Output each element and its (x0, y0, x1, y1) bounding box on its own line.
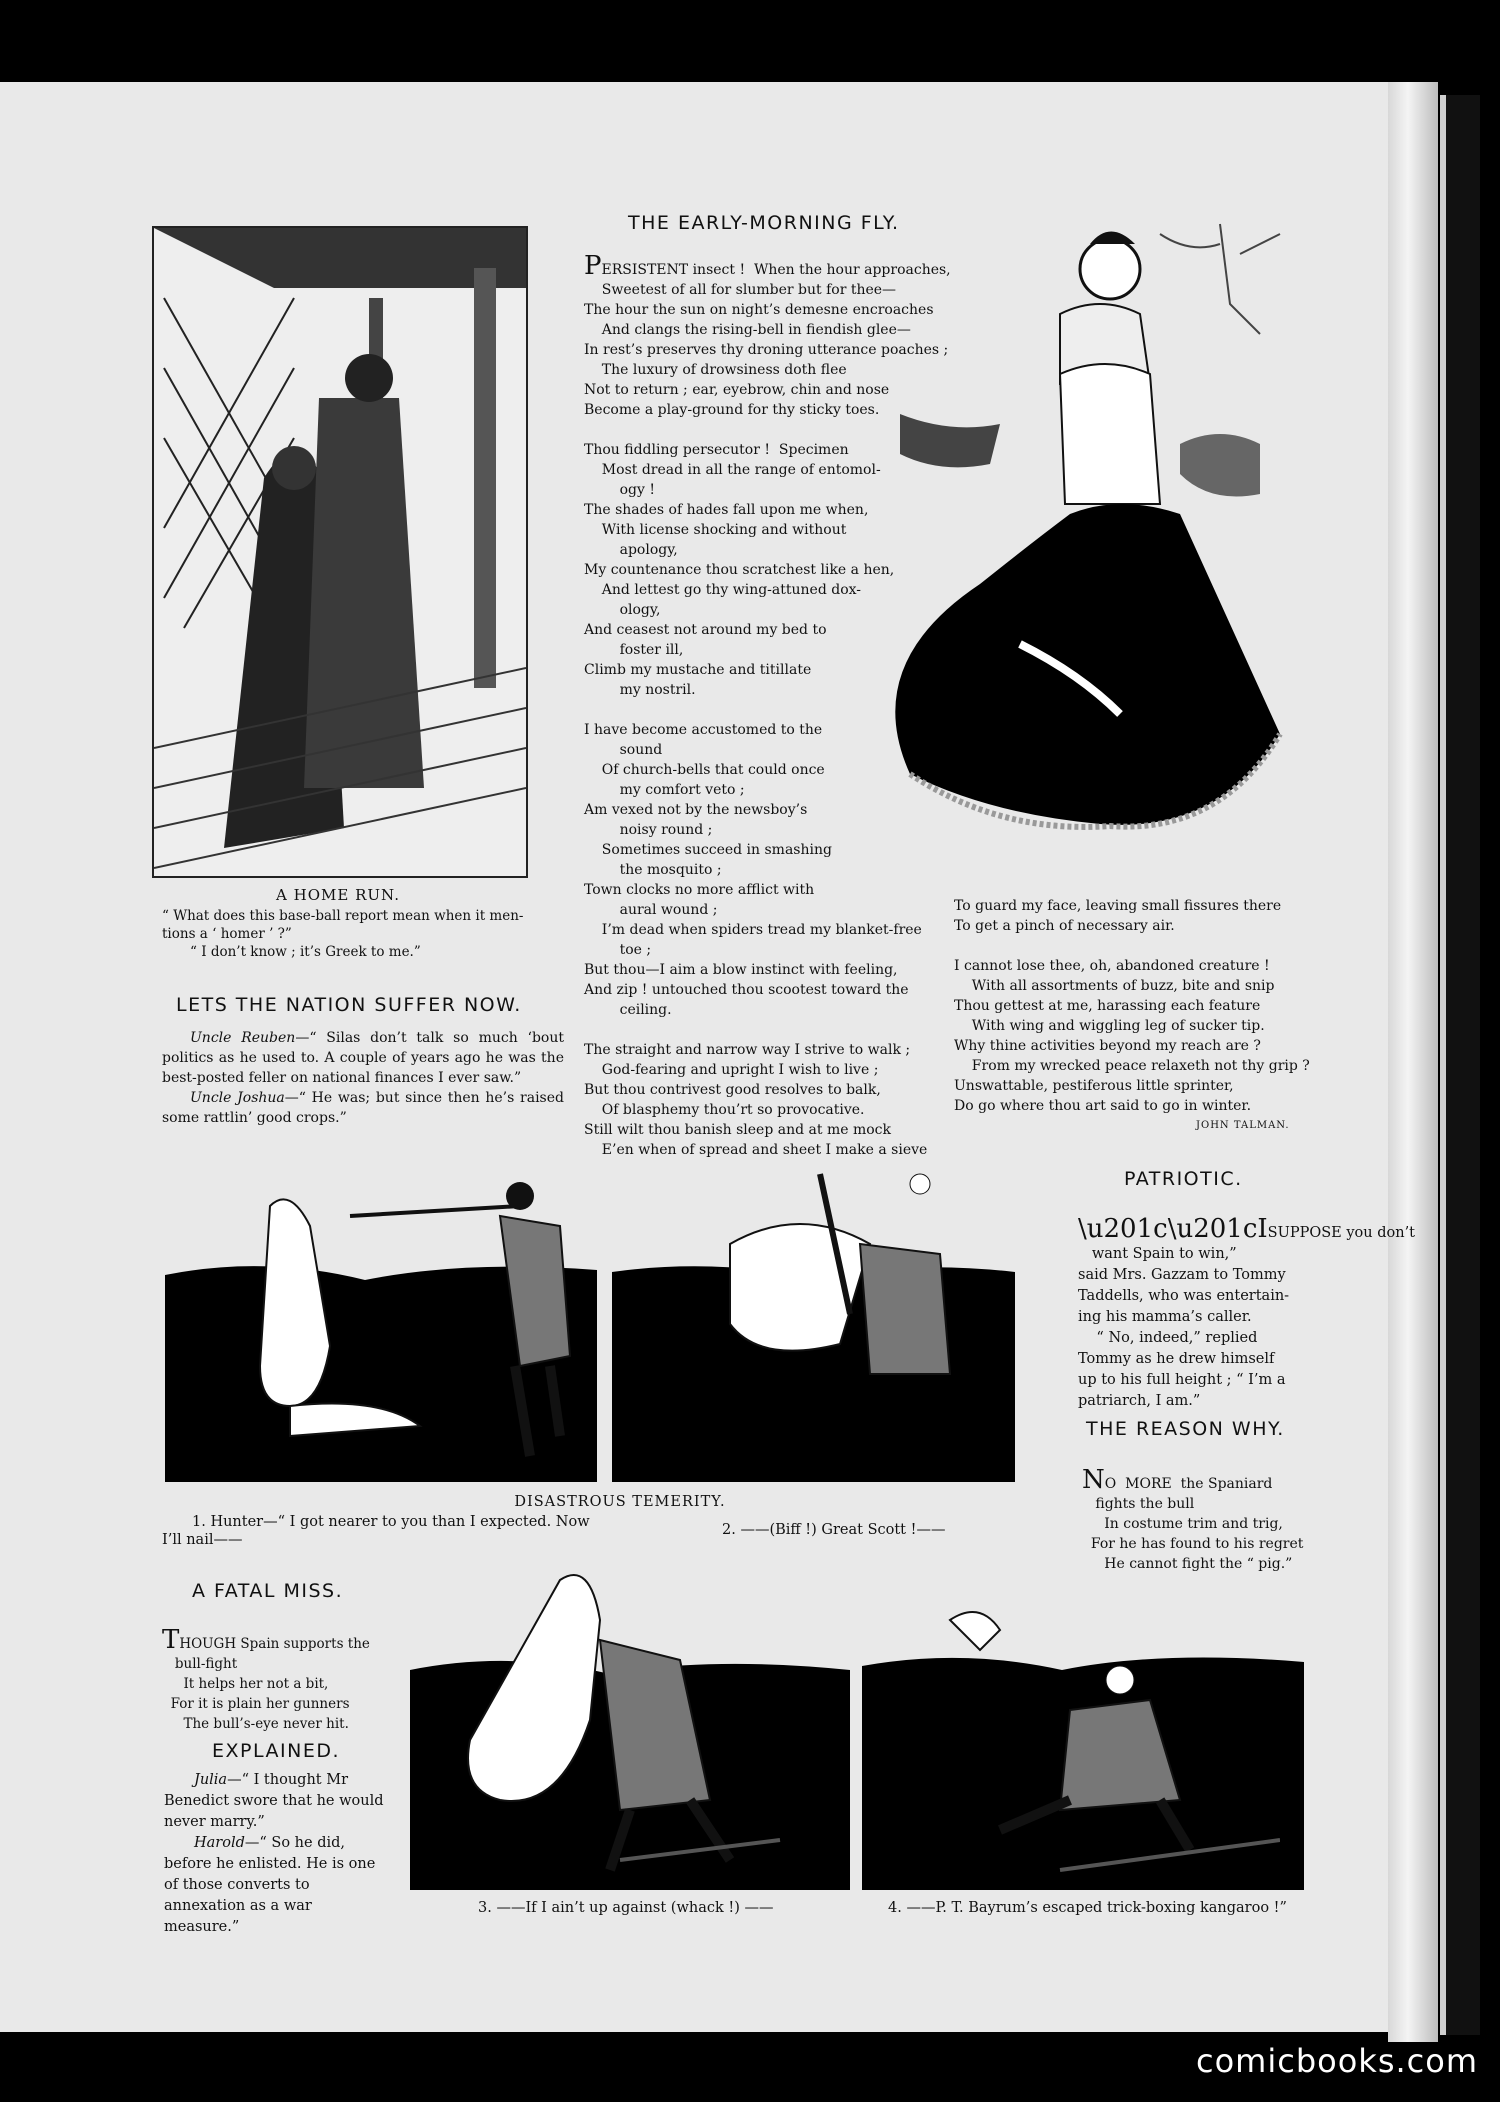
reason-text: O MORE the Spaniard fights the bull In costume trim and trig, For he has found to his regret He cannot fight the “ pig.” (1090, 1476, 1304, 1572)
porch-illustration (152, 226, 528, 878)
home-run-title: A HOME RUN. (276, 886, 400, 904)
fatal-title: A FATAL MISS. (192, 1580, 344, 1602)
kangaroo-boxing-figure (440, 1560, 820, 1880)
fly-poem-text-1: ERSISTENT insect ! When the hour approaches, Sweetest of all for slumber but for thee— The hour the sun on night’s demesne encroaches And clangs the rising-bell in fiendish glee— In rest’s preserves thy droning utterance poaches ; The luxury of drowsiness doth flee Not to return ; ear, eyebrow, chin and nose Become a play-ground for thy sticky toes. Thou fiddling persecutor ! Specimen Most dread in all the range of entomol- ogy ! The shades of hades fall upon me when, With license shocking and without apology, My countenance thou scratchest like a hen, And lettest go thy wing-attuned dox- ology, And ceasest not around my bed to foster ill, Climb my mustache and titillate my nostril. I have become accustomed to the sound Of church-bells that could once my comfort veto ; Am vexed not by the newsboy’s noisy round ; Sometimes succeed in smashing the mosquito ; Town clocks no more afflict with aural wound ; I’m dead when spiders tread my blanket-free toe ; But thou—I aim a blow instinct with feeling, And zip ! untouched thou scootest toward the ceiling. The straight and narrow way I strive to walk ; God-fearing and upright I wish to live ; But thou contrivest good resolves to balk, Of blasphemy thou’rt so provocative. Still wilt thou banish sleep and at me mock E’en when of spread and sheet I make a sieve (584, 262, 951, 1158)
strip-caption-2: 2. ——(Biff !) Great Scott !—— (722, 1522, 946, 1538)
strip-caption-3: 3. ——If I ain’t up against (whack !) —— (478, 1900, 774, 1916)
speaker-uncle-joshua: Uncle Joshua (190, 1090, 285, 1106)
explained-title: EXPLAINED. (212, 1740, 340, 1762)
lady-illustration (860, 214, 1290, 874)
fly-poem-col2: To guard my face, leaving small fissures there To get a pinch of necessary air. I cannot lose thee, oh, abandoned creature ! With all assortments of buzz, bite and snip Thou gettest at me, harassing each feature With wing and wiggling leg of sucker tip. Why thine activities beyond my reach are ? From my wrecked peace relaxeth not thy grip ? Unswattable, pestiferous little sprinter, Do go where thou art said to go in winter. (954, 898, 1310, 1114)
strip-caption-4: 4. ——P. T. Bayrum’s escaped trick-boxing kangaroo !” (888, 1900, 1287, 1916)
patriotic-dropcap: \u201c\u201c (1078, 1214, 1258, 1244)
home-run-caption-3: “ I don’t know ; it’s Greek to me.” (190, 944, 421, 960)
strip-caption-1: 1. Hunter—“ I got nearer to you than I expected. Now (192, 1514, 590, 1530)
strip-title: DISASTROUS TEMERITY. (514, 1494, 726, 1510)
nation-text-1: —“ Silas don’t talk so much ‘bout politics as he used to. A couple of years ago he was the best-posted feller on national finances I ever saw.” (162, 1030, 564, 1086)
patriotic-dropcap-letter: I (1257, 1214, 1268, 1244)
home-run-caption-2: tions a ‘ homer ’ ?” (162, 926, 292, 942)
strip-caption-1b: I’ll nail—— (162, 1532, 243, 1548)
hunter-figure-1 (230, 1166, 590, 1466)
hunter-figure-2 (700, 1164, 1020, 1464)
home-run-caption-1: “ What does this base-ball report mean when it men- (162, 908, 524, 924)
patriotic-title: PATRIOTIC. (1124, 1168, 1243, 1190)
fatal-text: HOUGH Spain supports the bull-fight It helps her not a bit, For it is plain her gunners The bull’s-eye never hit. (170, 1636, 370, 1732)
patriotic-text: SUPPOSE you don’t want Spain to win,” said Mrs. Gazzam to Tommy Taddells, who was entertain- ing his mamma’s caller. “ No, indeed,” replied Tommy as he drew himself up to his full height ; “ I’m a patriarch, I am.” (1078, 1225, 1416, 1409)
reason-title: THE REASON WHY. (1086, 1418, 1285, 1440)
patriotic-text-block (1078, 1198, 1415, 1412)
explained-text (164, 1770, 390, 1938)
facing-page-edge (1440, 95, 1480, 2035)
speaker-julia: Julia (194, 1772, 228, 1788)
nation-title: LETS THE NATION SUFFER NOW. (176, 994, 522, 1016)
fly-title: THE EARLY-MORNING FLY. (628, 212, 900, 234)
nation-text-2: —“ He was; but since then he’s raised some rattlin’ good crops.” (162, 1090, 564, 1126)
fly-dropcap: P (584, 251, 602, 281)
explained-text-1: —“ I thought Mr Benedict swore that he would never marry.” (164, 1772, 384, 1830)
page-spine (1388, 82, 1438, 2042)
speaker-harold: Harold (194, 1835, 245, 1851)
fallen-hunter-figure (920, 1600, 1280, 1880)
explained-text-2: —“ So he did, before he enlisted. He is one of those converts to annexation as a war measure.” (164, 1835, 376, 1935)
fly-author: JOHN TALMAN. (1196, 1120, 1290, 1131)
fatal-text-block (162, 1610, 370, 1734)
reason-dropcap: N (1082, 1465, 1105, 1495)
speaker-uncle-reuben: Uncle Reuben (190, 1030, 296, 1046)
reason-text-block (1082, 1450, 1303, 1574)
watermark-logo: comicbooks.com (1195, 2042, 1478, 2080)
fatal-dropcap: T (162, 1625, 180, 1655)
nation-text (162, 1028, 564, 1128)
